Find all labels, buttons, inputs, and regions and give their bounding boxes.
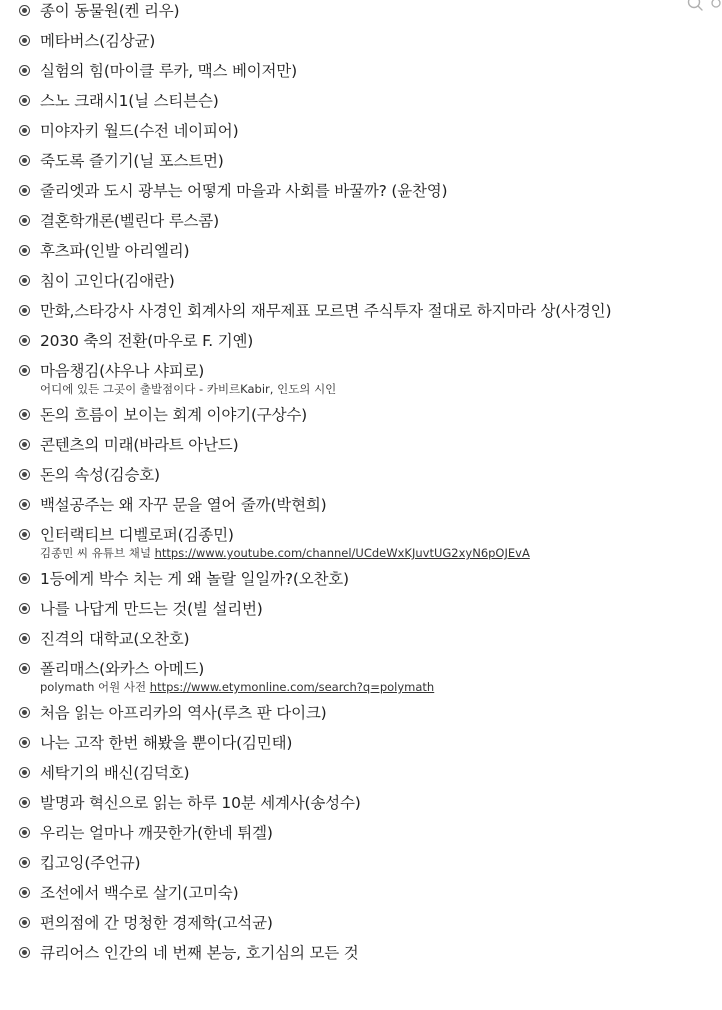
bullet-icon	[19, 439, 30, 450]
list-item	[0, 494, 722, 517]
bullet-icon	[19, 499, 30, 510]
list-item	[0, 732, 722, 755]
bullet-icon	[19, 707, 30, 718]
book-title: 후츠파(인발 아리엘리)	[40, 242, 190, 260]
search-icon[interactable]	[682, 0, 722, 14]
bullet-icon	[19, 663, 30, 674]
toolbar-icons	[682, 0, 722, 14]
list-item	[0, 762, 722, 785]
bullet-icon	[19, 529, 30, 540]
list-item	[0, 658, 722, 695]
list-item	[0, 90, 722, 113]
list-item	[0, 628, 722, 651]
book-title: 인터랙티브 디벨로퍼(김종민)	[40, 526, 234, 544]
book-title: 죽도록 즐기기(닐 포스트먼)	[40, 152, 224, 170]
book-title: 돈의 흐름이 보이는 회계 이야기(구상수)	[40, 406, 307, 424]
list-item	[0, 598, 722, 621]
list-item	[0, 912, 722, 935]
list-item	[0, 330, 722, 353]
book-title: 1등에게 박수 치는 게 왜 놀랄 일일까?(오찬호)	[40, 570, 349, 588]
book-title: 큐리어스 인간의 네 번째 본능, 호기심의 모든 것	[40, 944, 359, 962]
bullet-icon	[19, 917, 30, 928]
bullet-icon	[19, 125, 30, 136]
book-title: 돈의 속성(김승호)	[40, 466, 160, 484]
list-item	[0, 120, 722, 143]
book-title: 조선에서 백수로 살기(고미숙)	[40, 884, 239, 902]
list-item	[0, 300, 722, 323]
book-note-text: polymath 어원 사전	[40, 680, 150, 694]
book-title: 진격의 대학교(오찬호)	[40, 630, 190, 648]
list-item	[0, 464, 722, 487]
book-note-link[interactable]: https://www.youtube.com/channel/UCdeWxKJuvtUG2xyN6pOJEvA	[154, 546, 530, 560]
book-title: 폴리매스(와카스 아메드)	[40, 660, 205, 678]
list-item	[0, 568, 722, 591]
bullet-icon	[19, 633, 30, 644]
book-note	[40, 382, 700, 397]
book-title: 킵고잉(주언규)	[40, 854, 141, 872]
bullet-icon	[19, 827, 30, 838]
list-item	[0, 942, 722, 965]
list-item	[0, 404, 722, 427]
bullet-icon	[19, 185, 30, 196]
bullet-icon	[19, 737, 30, 748]
book-title: 종이 동물원(켄 리우)	[40, 2, 180, 20]
bullet-icon	[19, 365, 30, 376]
bullet-icon	[19, 857, 30, 868]
book-title: 백설공주는 왜 자꾸 문을 열어 줄까(박현희)	[40, 496, 327, 514]
bullet-icon	[19, 335, 30, 346]
book-title: 침이 고인다(김애란)	[40, 272, 175, 290]
book-title: 결혼학개론(벨린다 루스콤)	[40, 212, 219, 230]
list-item	[0, 210, 722, 233]
book-title: 나는 고작 한번 해봤을 뿐이다(김민태)	[40, 734, 293, 752]
book-note-link[interactable]: https://www.etymonline.com/search?q=polymath	[149, 680, 435, 694]
book-title: 세탁기의 배신(김덕호)	[40, 764, 190, 782]
list-item	[0, 822, 722, 845]
list-item	[0, 882, 722, 905]
bullet-icon	[19, 65, 30, 76]
bullet-icon	[19, 767, 30, 778]
list-item	[0, 180, 722, 203]
bullet-icon	[19, 409, 30, 420]
bullet-icon	[19, 469, 30, 480]
book-title: 편의점에 간 멍청한 경제학(고석균)	[40, 914, 273, 932]
book-title: 우리는 얼마나 깨끗한가(한네 튀겔)	[40, 824, 273, 842]
book-title: 만화,스타강사 사경인 회계사의 재무제표 모르면 주식투자 절대로 하지마라 상(사경인)	[40, 302, 612, 320]
list-item	[0, 0, 722, 23]
book-note	[40, 546, 700, 561]
list-item	[0, 434, 722, 457]
bullet-icon	[19, 603, 30, 614]
bullet-icon	[19, 35, 30, 46]
list-item	[0, 240, 722, 263]
book-title: 실험의 힘(마이클 루카, 맥스 베이저만)	[40, 62, 297, 80]
book-title: 미야자키 월드(수전 네이피어)	[40, 122, 239, 140]
bullet-icon	[19, 305, 30, 316]
book-title: 처음 읽는 아프리카의 역사(루츠 판 다이크)	[40, 704, 327, 722]
book-title: 2030 축의 전환(마우로 F. 기옌)	[40, 332, 254, 350]
list-item	[0, 792, 722, 815]
book-title: 콘텐츠의 미래(바라트 아난드)	[40, 436, 239, 454]
book-title: 마음챙김(샤우나 샤피로)	[40, 362, 205, 380]
book-note-text: 어디에 있든 그곳이 출발점이다 - 카비르Kabir, 인도의 시인	[40, 382, 337, 396]
bullet-icon	[19, 887, 30, 898]
bullet-icon	[19, 5, 30, 16]
list-item	[0, 702, 722, 725]
list-item	[0, 852, 722, 875]
book-title: 스노 크래시1(닐 스티븐슨)	[40, 92, 219, 110]
bullet-icon	[19, 245, 30, 256]
book-title: 메타버스(김상균)	[40, 32, 156, 50]
bullet-icon	[19, 275, 30, 286]
bullet-icon	[19, 573, 30, 584]
bullet-icon	[19, 797, 30, 808]
list-item	[0, 60, 722, 83]
bullet-icon	[19, 95, 30, 106]
book-note-text: 김종민 씨 유튜브 채널	[40, 546, 155, 560]
list-item	[0, 30, 722, 53]
list-item	[0, 360, 722, 397]
list-item	[0, 150, 722, 173]
list-item	[0, 524, 722, 561]
book-note	[40, 680, 700, 695]
book-title: 줄리엣과 도시 광부는 어떻게 마을과 사회를 바꿀까? (윤찬영)	[40, 182, 448, 200]
book-title: 발명과 혁신으로 읽는 하루 10분 세계사(송성수)	[40, 794, 361, 812]
list-item	[0, 270, 722, 293]
bullet-icon	[19, 947, 30, 958]
bullet-icon	[19, 215, 30, 226]
bullet-icon	[19, 155, 30, 166]
book-title: 나를 나답게 만드는 것(빌 설리번)	[40, 600, 263, 618]
